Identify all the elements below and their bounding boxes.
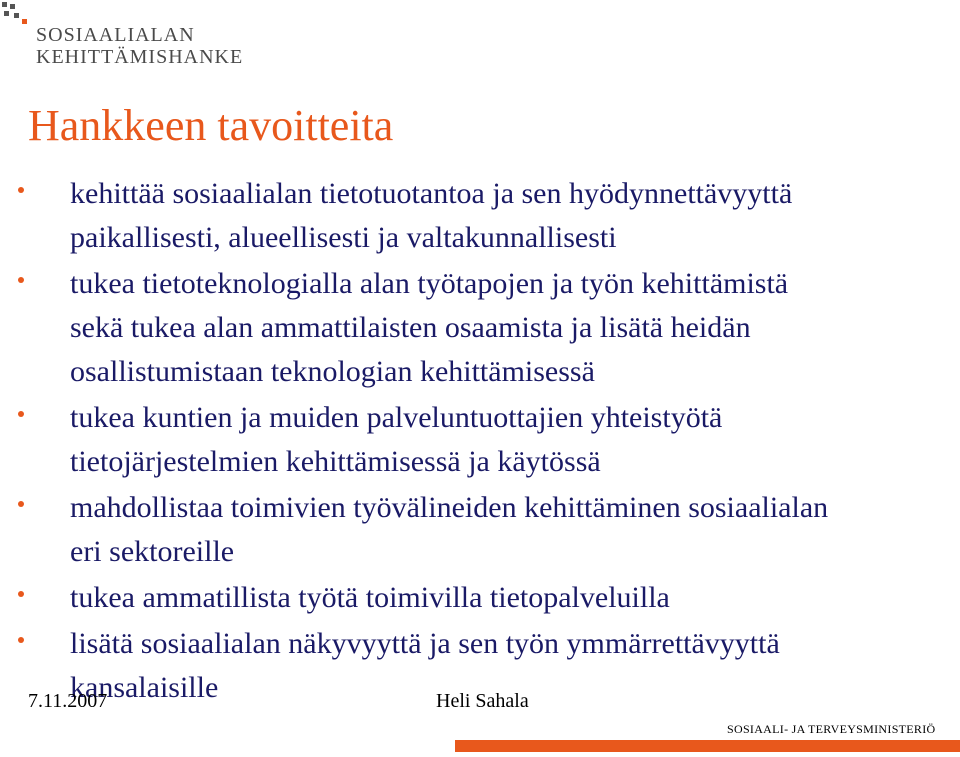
list-item-text: kehittää sosiaalialan tietotuotantoa ja sen hyödynnettävyyttä paikallisesti, alueellisesti ja valtakunnallisesti — [70, 177, 793, 254]
list-item — [18, 486, 958, 574]
list-item-text: tukea tietoteknologialla alan työtapojen ja työn kehittämistä sekä tukea alan ammattilaisten osaamista ja lisätä heidän osallistumistaan teknologian kehittämisessä — [70, 267, 789, 388]
list-item — [18, 262, 958, 394]
bullet-icon — [18, 277, 24, 283]
list-item-text: tukea ammatillista työtä toimivilla tietopalveluilla — [70, 581, 670, 614]
list-item — [18, 172, 958, 260]
bullet-icon — [18, 411, 24, 417]
list-item — [18, 396, 958, 484]
logo-line-1: SOSIAALIALAN — [36, 24, 195, 46]
list-item-text: tukea kuntien ja muiden palveluntuottajien yhteistyötä tietojärjestelmien kehittämisessä ja käytössä — [70, 401, 723, 478]
list-item — [18, 576, 958, 620]
footer-ministry: SOSIAALI- JA TERVEYSMINISTERIÖ — [727, 722, 936, 736]
list-item-text: mahdollistaa toimivien työvälineiden kehittäminen sosiaalialan eri sektoreille — [70, 491, 829, 568]
bullet-icon — [18, 187, 24, 193]
page-title: Hankkeen tavoitteita — [28, 101, 394, 150]
logo — [0, 0, 260, 72]
footer-accent-bar — [455, 740, 960, 752]
footer-author: Heli Sahala — [436, 690, 529, 712]
bullet-icon — [18, 591, 24, 597]
bullet-icon — [18, 501, 24, 507]
logo-dots-icon — [0, 0, 40, 40]
bullet-list — [18, 172, 958, 712]
bullet-icon — [18, 637, 24, 643]
footer-date: 7.11.2007 — [28, 690, 108, 712]
logo-line-2: KEHITTÄMISHANKE — [36, 46, 244, 68]
list-item-text: lisätä sosiaalialan näkyvyyttä ja sen työn ymmärrettävyyttä kansalaisille — [70, 627, 780, 704]
